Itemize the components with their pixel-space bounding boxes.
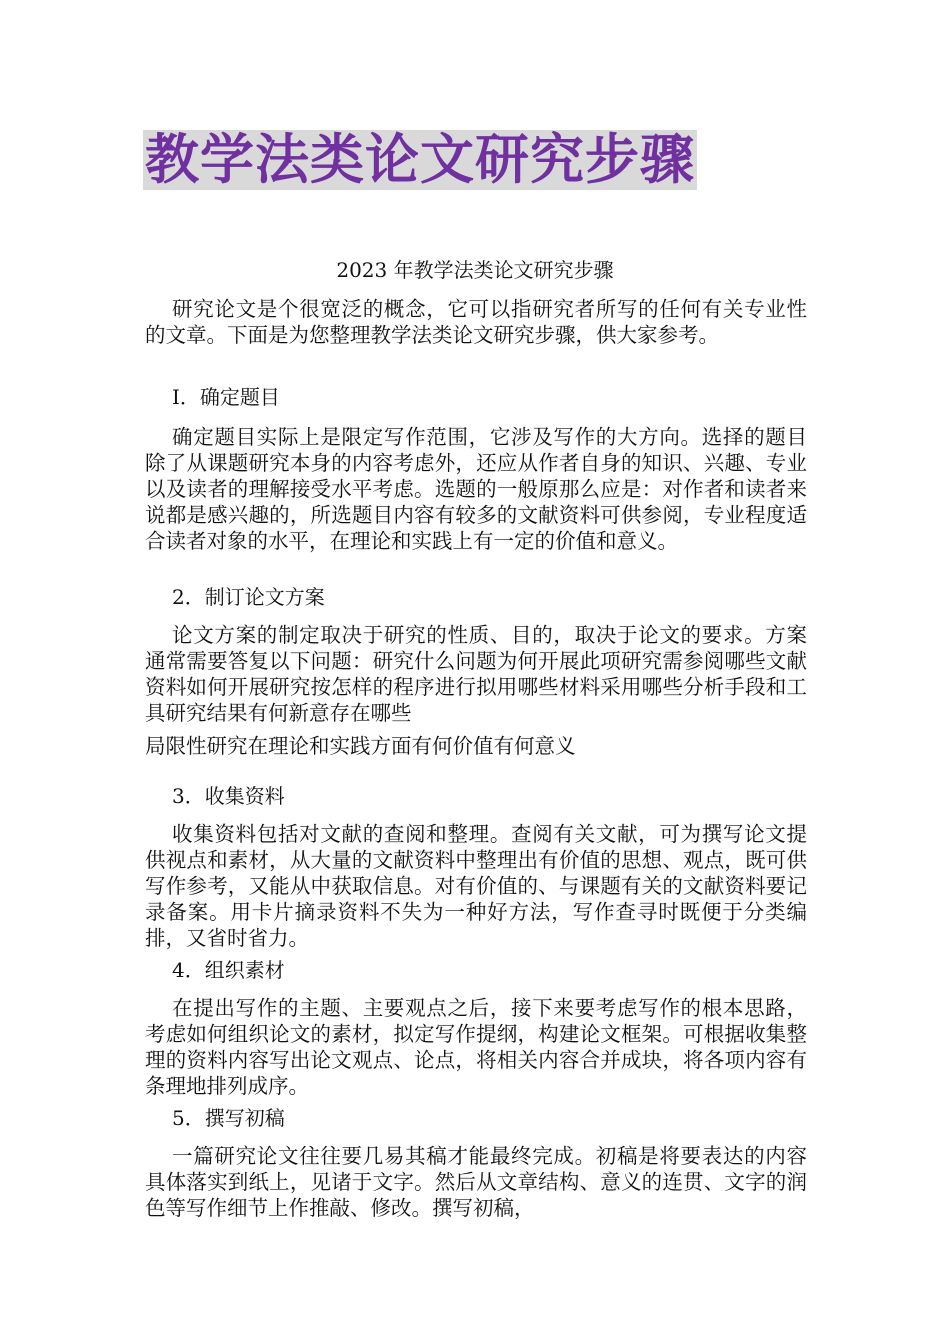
section-heading-4: 4．组织素材 (172, 958, 285, 982)
section-body-2: 论文方案的制定取决于研究的性质、目的，取决于论文的要求。方案通常需要答复以下问题：研究什么问题为何开展此项研究需参阅哪些文献资料如何开展研究按怎样的程序进行拟用哪些材料采用哪些分析手段和工具研究结果有何新意存在哪些 (145, 623, 807, 725)
section-body-5: 一篇研究论文往往要几易其稿才能最终完成。初稿是将要表达的内容具体落实到纸上，见诸于文字。然后从文章结构、意义的连贯、文字的润色等写作细节上作推敲、修改。撰写初稿， (145, 1144, 807, 1220)
document-subtitle: 2023 年教学法类论文研究步骤 (336, 258, 614, 282)
section-body-2-tail: 局限性研究在理论和实践方面有何价值有何意义 (145, 734, 576, 758)
section-body-3: 收集资料包括对文献的查阅和整理。查阅有关文献，可为撰写论文提供视点和素材，从大量的文献资料中整理出有价值的思想、观点，既可供写作参考，又能从中获取信息。对有价值的、与课题有关的文献资料要记录备案。用卡片摘录资料不失为一种好方法，写作查寻时既便于分类编排，又省时省力。 (145, 822, 807, 950)
section-body-1: 确定题目实际上是限定写作范围，它涉及写作的大方向。选择的题目除了从课题研究本身的内容考虑外，还应从作者自身的知识、兴趣、专业以及读者的理解接受水平考虑。选题的一般原那么应是：对作者和读者来说都是感兴趣的，所选题目内容有较多的文献资料可供参阅，专业程度适合读者对象的水平，在理论和实践上有一定的价值和意义。 (145, 425, 807, 553)
section-body-4: 在提出写作的主题、主要观点之后，接下来要考虑写作的根本思路，考虑如何组织论文的素材，拟定写作提纲，构建论文框架。可根据收集整理的资料内容写出论文观点、论点，将相关内容合并成块，将各项内容有条理地排列成序。 (145, 996, 807, 1098)
document-title: 教学法类论文研究步骤 (145, 128, 695, 191)
section-heading-2: 2．制订论文方案 (172, 585, 325, 609)
section-heading-5: 5．撰写初稿 (172, 1106, 285, 1130)
section-heading-3: 3．收集资料 (172, 784, 285, 808)
title-highlight (143, 130, 697, 190)
section-heading-1: I．确定题目 (172, 385, 280, 409)
intro-paragraph: 研究论文是个很宽泛的概念，它可以指研究者所写的任何有关专业性的文章。下面是为您整理教学法类论文研究步骤，供大家参考。 (145, 297, 807, 347)
